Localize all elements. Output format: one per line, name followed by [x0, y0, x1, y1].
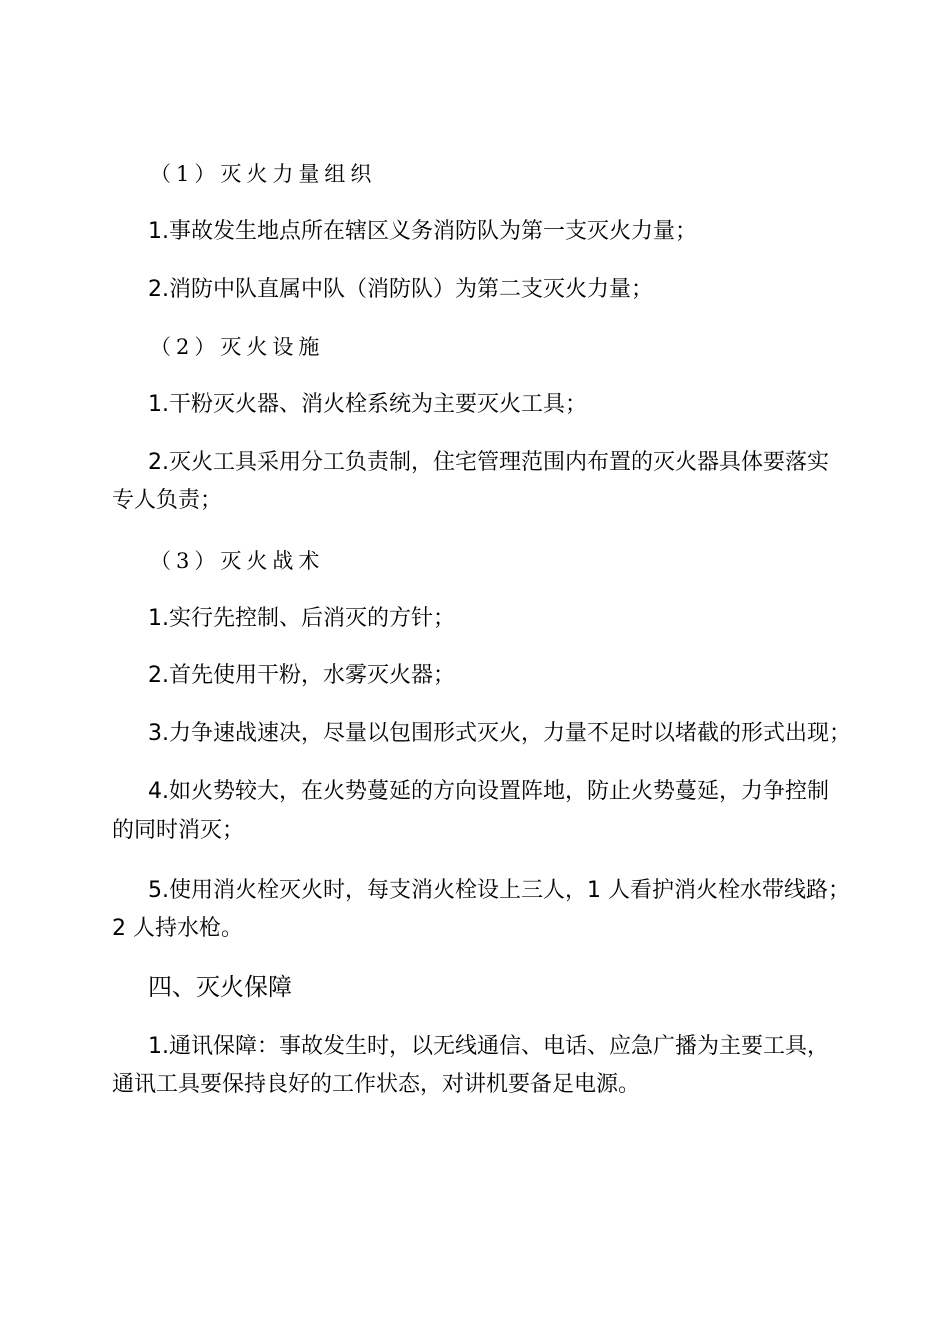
section-4-item-1-line-1: 1.通讯保障：事故发生时，以无线通信、电话、应急广播为主要工具，	[148, 1034, 829, 1059]
section-3-item-4-line-1: 4.如火势较大，在火势蔓延的方向设置阵地，防止火势蔓延，力争控制	[148, 779, 829, 804]
section-3-item-3: 3.力争速战速决，尽量以包围形式灭火，力量不足时以堵截的形式出现；	[148, 721, 851, 746]
section-1-item-1: 1.事故发生地点所在辖区义务消防队为第一支灭火力量；	[148, 219, 697, 244]
section-4-item-1-line-2: 通讯工具要保持良好的工作状态，对讲机要备足电源。	[112, 1072, 641, 1097]
section-3-title: （3）灭火战术	[150, 549, 325, 573]
section-3-item-5-line-2: 2 人持水枪。	[112, 916, 243, 941]
section-2-title: （2）灭火设施	[150, 335, 325, 359]
section-2-item-2-line-1: 2.灭火工具采用分工负责制，住宅管理范围内布置的灭火器具体要落实	[148, 450, 829, 475]
section-3-item-1: 1.实行先控制、后消灭的方针；	[148, 606, 455, 631]
section-3-item-2: 2.首先使用干粉，水雾灭火器；	[148, 663, 455, 688]
section-1-title: （1）灭火力量组织	[150, 162, 377, 186]
section-2-item-2-line-2: 专人负责；	[112, 488, 223, 513]
section-3-item-4-line-2: 的同时消灭；	[112, 818, 245, 843]
section-1-item-2: 2.消防中队直属中队（消防队）为第二支灭火力量；	[148, 277, 653, 302]
section-2-item-1: 1.干粉灭火器、消火栓系统为主要灭火工具；	[148, 392, 587, 417]
heading-4: 四、灭火保障	[148, 973, 292, 1001]
section-3-item-5-line-1: 5.使用消火栓灭火时，每支消火栓设上三人，1 人看护消火栓水带线路；	[148, 878, 850, 903]
